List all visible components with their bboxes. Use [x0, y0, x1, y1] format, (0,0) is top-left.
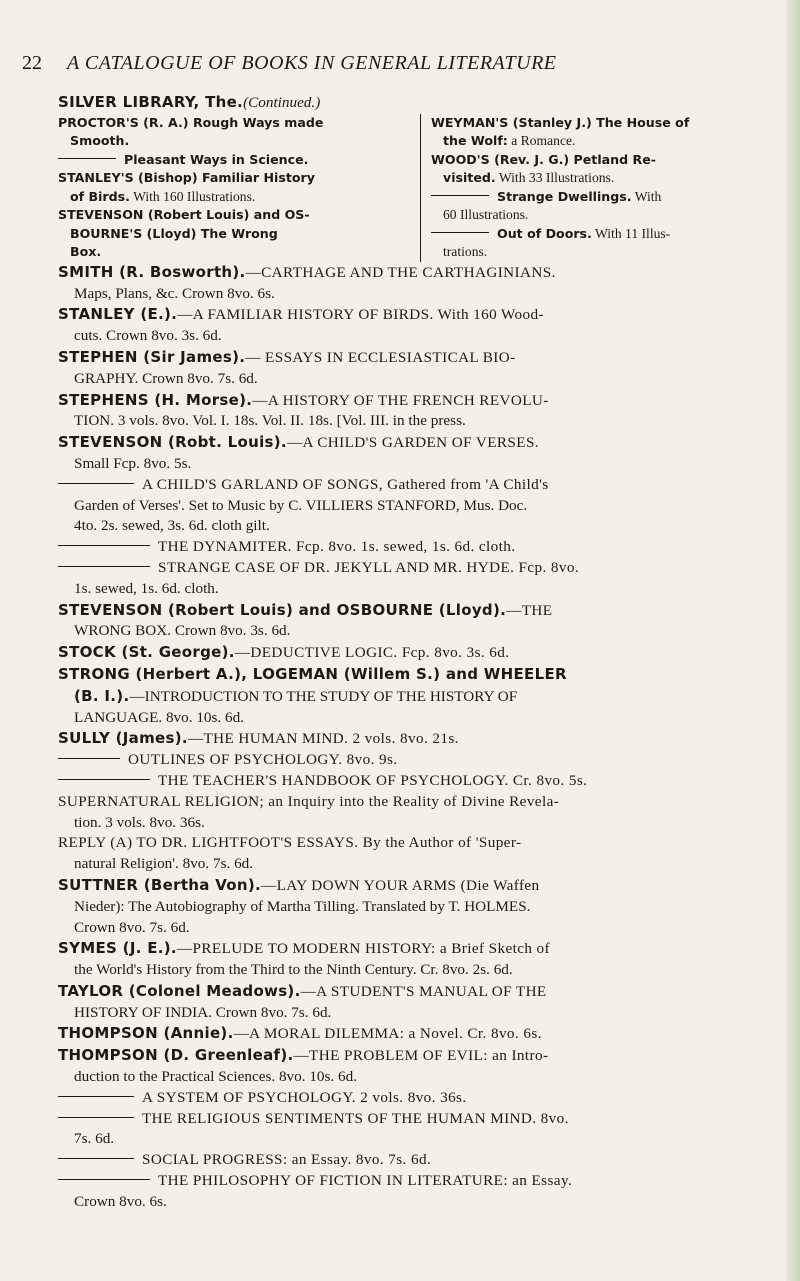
- entry-title: A CHILD'S GARLAND OF SONGS, Gathered from 'A Child's: [142, 475, 549, 493]
- entry-title: —THE PROBLEM OF EVIL: an Intro-: [293, 1047, 549, 1065]
- column-line-text: With 33 Illustrations.: [495, 170, 615, 186]
- entry-detail: duction to the Practical Sciences. 8vo. 10s. 6d.: [74, 1068, 358, 1086]
- column-line-head: BOURNE'S (Lloyd) The Wrong: [70, 225, 278, 241]
- column-line-head: STANLEY'S (Bishop) Familiar History: [58, 170, 315, 186]
- entry-title: SOCIAL PROGRESS: an Essay. 8vo. 7s. 6d.: [142, 1151, 432, 1169]
- entry-detail: WRONG BOX. Crown 8vo. 3s. 6d.: [74, 622, 291, 640]
- column-line: [431, 206, 784, 225]
- column-line-head: of Birds.: [70, 188, 130, 204]
- catalogue-body: [58, 92, 784, 1213]
- section-continued: (Continued.): [243, 94, 321, 111]
- entry-title: A SYSTEM OF PSYCHOLOGY. 2 vols. 8vo. 36s.: [142, 1088, 467, 1106]
- running-head-title: A CATALOGUE OF BOOKS IN GENERAL LITERATURE: [67, 52, 557, 74]
- catalogue-entry: [58, 771, 784, 792]
- author-heading: STEVENSON (Robt. Louis).: [58, 433, 287, 452]
- column-line: [58, 132, 410, 151]
- entry-title: —A FAMILIAR HISTORY OF BIRDS. With 160 Wood-: [177, 306, 544, 324]
- entry-detail: cuts. Crown 8vo. 3s. 6d.: [74, 327, 222, 345]
- entry-detail: TION. 3 vols. 8vo. Vol. I. 18s. Vol. II. 18s. [Vol. III. in the press.: [74, 412, 466, 430]
- entry-title: —A MORAL DILEMMA: a Novel. Cr. 8vo. 6s.: [233, 1025, 542, 1043]
- entry-continuation: [58, 960, 784, 981]
- catalogue-entry: [58, 792, 784, 813]
- catalogue-entry: [58, 664, 784, 686]
- ditto-rule: [58, 1117, 134, 1118]
- catalogue-entry: [58, 938, 784, 960]
- catalogue-entry: [58, 833, 784, 854]
- catalogue-entry: [58, 1088, 784, 1109]
- entry-continuation: [58, 1129, 784, 1150]
- column-line-head: WEYMAN'S (Stanley J.) The House of: [431, 114, 690, 130]
- author-heading: TAYLOR (Colonel Meadows).: [58, 981, 301, 1000]
- left-column: [58, 114, 421, 262]
- column-line-head: visited.: [443, 170, 496, 186]
- catalogue-entry: [58, 347, 784, 369]
- entry-detail: Garden of Verses'. Set to Music by C. VILLIERS STANFORD, Mus. Doc.: [74, 496, 528, 514]
- ditto-rule: [58, 1096, 134, 1097]
- column-line-text: trations.: [443, 244, 488, 260]
- entry-continuation: [58, 411, 784, 432]
- column-line-head: WOOD'S (Rev. J. G.) Petland Re-: [431, 151, 656, 167]
- entry-list: [58, 262, 784, 1213]
- ditto-rule: [431, 232, 489, 233]
- entry-continuation: [58, 496, 784, 538]
- entry-title: REPLY (A) TO DR. LIGHTFOOT'S ESSAYS. By the Author of 'Super-: [58, 834, 522, 852]
- column-line-text: With: [631, 188, 662, 204]
- column-line: [58, 114, 410, 133]
- entry-continuation: [58, 686, 784, 729]
- catalogue-entry: [58, 390, 784, 412]
- column-line-text: a Romance.: [507, 133, 576, 149]
- entry-title: THE PHILOSOPHY OF FICTION IN LITERATURE: an Essay.: [158, 1172, 573, 1190]
- catalogue-entry: [58, 1171, 784, 1192]
- column-line: [431, 188, 784, 207]
- entry-detail: 1s. sewed, 1s. 6d. cloth.: [74, 579, 219, 597]
- two-column-list: [58, 114, 784, 262]
- entry-detail: Crown 8vo. 7s. 6d.: [74, 918, 190, 936]
- entry-detail: Maps, Plans, &c. Crown 8vo. 6s.: [74, 284, 275, 302]
- column-line: [58, 206, 410, 225]
- column-line: [431, 243, 784, 262]
- entry-title: SUPERNATURAL RELIGION; an Inquiry into the Reality of Divine Revela-: [58, 792, 560, 810]
- author-heading: THOMPSON (D. Greenleaf).: [58, 1046, 294, 1065]
- author-heading-cont: (B. I.).: [74, 686, 130, 705]
- column-line-head: Strange Dwellings.: [497, 188, 632, 204]
- author-heading: STEPHEN (Sir James).: [58, 347, 246, 366]
- column-line: [58, 151, 410, 170]
- ditto-rule: [58, 545, 150, 546]
- ditto-rule: [58, 779, 150, 780]
- catalogue-entry: [58, 432, 784, 454]
- author-heading: SUTTNER (Bertha Von).: [58, 875, 262, 894]
- catalogue-entry: [58, 558, 784, 579]
- entry-title: THE RELIGIOUS SENTIMENTS OF THE HUMAN MIND. 8vo.: [142, 1109, 569, 1127]
- entry-title: —THE HUMAN MIND. 2 vols. 8vo. 21s.: [187, 730, 459, 748]
- entry-continuation: [58, 1003, 784, 1024]
- catalogue-entry: [58, 537, 784, 558]
- page-edge: [786, 0, 800, 1281]
- catalogue-entry: [58, 1150, 784, 1171]
- entry-continuation: [58, 897, 784, 939]
- column-line-text: 60 Illustrations.: [443, 207, 529, 223]
- catalogue-entry: [58, 1109, 784, 1130]
- entry-title: —LAY DOWN YOUR ARMS (Die Waffen: [261, 876, 540, 894]
- catalogue-entry: [58, 1045, 784, 1067]
- ditto-rule: [58, 758, 120, 759]
- page-number: 22: [22, 52, 42, 74]
- entry-title: —PRELUDE TO MODERN HISTORY: a Brief Sketch of: [176, 940, 551, 958]
- column-line-head: Smooth.: [70, 133, 130, 149]
- column-line: [431, 225, 784, 244]
- ditto-rule: [58, 566, 150, 567]
- entry-detail: Nieder): The Autobiography of Martha Tilling. Translated by T. HOLMES.: [74, 897, 531, 915]
- author-heading: STANLEY (E.).: [58, 305, 178, 324]
- catalogue-entry: [58, 475, 784, 496]
- column-line-head: Box.: [70, 244, 102, 260]
- column-line: [58, 169, 410, 188]
- ditto-rule: [58, 1179, 150, 1180]
- column-line-head: PROCTOR'S (R. A.) Rough Ways made: [58, 114, 324, 130]
- ditto-rule: [58, 158, 116, 159]
- column-line-head: STEVENSON (Robert Louis) and OS-: [58, 207, 310, 223]
- column-line: [431, 151, 784, 170]
- column-line-head: the Wolf:: [443, 133, 508, 149]
- section-heading: [58, 92, 784, 114]
- entry-title: —DEDUCTIVE LOGIC. Fcp. 8vo. 3s. 6d.: [234, 644, 510, 662]
- author-heading: STEPHENS (H. Morse).: [58, 390, 253, 409]
- entry-title: —CARTHAGE AND THE CARTHAGINIANS.: [245, 263, 556, 281]
- entry-continuation: [58, 579, 784, 600]
- entry-continuation: [58, 326, 784, 347]
- author-heading: SYMES (J. E.).: [58, 939, 177, 958]
- catalogue-entry: [58, 728, 784, 750]
- author-heading: STRONG (Herbert A.), LOGEMAN (Willem S.) and WHEELER: [58, 664, 567, 683]
- column-line: [58, 225, 410, 244]
- entry-title: THE DYNAMITER. Fcp. 8vo. 1s. sewed, 1s. 6d. cloth.: [158, 538, 516, 556]
- catalogue-entry: [58, 875, 784, 897]
- column-line-text: With 11 Illus-: [591, 225, 671, 241]
- entry-title: OUTLINES OF PSYCHOLOGY. 8vo. 9s.: [128, 751, 398, 769]
- author-heading: STOCK (St. George).: [58, 643, 235, 662]
- author-heading: THOMPSON (Annie).: [58, 1024, 234, 1043]
- entry-title: — ESSAYS IN ECCLESIASTICAL BIO-: [245, 348, 516, 366]
- entry-continuation: [58, 621, 784, 642]
- catalogue-entry: [58, 600, 784, 622]
- entry-title: STRANGE CASE OF DR. JEKYLL AND MR. HYDE. Fcp. 8vo.: [158, 558, 580, 576]
- entry-detail: the World's History from the Third to the Ninth Century. Cr. 8vo. 2s. 6d.: [74, 961, 513, 979]
- entry-continuation: [58, 454, 784, 475]
- running-head: [22, 52, 762, 75]
- entry-title: —A HISTORY OF THE FRENCH REVOLU-: [252, 391, 549, 409]
- right-column: [421, 114, 784, 262]
- entry-continuation: [58, 369, 784, 390]
- entry-continuation: [58, 284, 784, 305]
- entry-continuation: [58, 1067, 784, 1088]
- entry-detail: tion. 3 vols. 8vo. 36s.: [74, 813, 205, 831]
- entry-title: —A STUDENT'S MANUAL OF THE: [300, 982, 547, 1000]
- author-heading: SMITH (R. Bosworth).: [58, 262, 246, 281]
- column-line: [58, 188, 410, 207]
- author-heading: SULLY (James).: [58, 729, 188, 748]
- entry-detail: HISTORY OF INDIA. Crown 8vo. 7s. 6d.: [74, 1003, 332, 1021]
- section-name: SILVER LIBRARY, The.: [58, 93, 244, 111]
- ditto-rule: [431, 195, 489, 196]
- catalogue-entry: [58, 262, 784, 284]
- column-line: [431, 132, 784, 151]
- column-line-head: Pleasant Ways in Science.: [124, 151, 309, 167]
- catalogue-entry: [58, 750, 784, 771]
- entry-detail: —INTRODUCTION TO THE STUDY OF THE HISTORY OF: [129, 687, 518, 705]
- entry-continuation: [58, 813, 784, 834]
- catalogue-entry: [58, 642, 784, 664]
- column-line: [431, 114, 784, 133]
- column-line: [431, 169, 784, 188]
- column-line-head: Out of Doors.: [497, 225, 592, 241]
- entry-detail: GRAPHY. Crown 8vo. 7s. 6d.: [74, 369, 258, 387]
- catalogue-entry: [58, 981, 784, 1003]
- entry-continuation: [58, 1192, 784, 1213]
- entry-detail: Crown 8vo. 6s.: [74, 1192, 167, 1210]
- ditto-rule: [58, 1158, 134, 1159]
- catalogue-entry: [58, 1023, 784, 1045]
- entry-detail: Small Fcp. 8vo. 5s.: [74, 454, 192, 472]
- ditto-rule: [58, 483, 134, 484]
- column-line: [58, 243, 410, 262]
- entry-detail: 4to. 2s. sewed, 3s. 6d. cloth gilt.: [74, 517, 270, 535]
- entry-title: THE TEACHER'S HANDBOOK OF PSYCHOLOGY. Cr. 8vo. 5s.: [158, 771, 588, 789]
- author-heading: STEVENSON (Robert Louis) and OSBOURNE (Lloyd).: [58, 600, 507, 619]
- entry-detail: 7s. 6d.: [74, 1130, 115, 1148]
- entry-title: —A CHILD'S GARDEN OF VERSES.: [286, 434, 539, 452]
- column-line-text: With 160 Illustrations.: [129, 188, 256, 204]
- entry-detail: natural Religion'. 8vo. 7s. 6d.: [74, 855, 254, 873]
- entry-detail: LANGUAGE. 8vo. 10s. 6d.: [74, 708, 245, 726]
- catalogue-entry: [58, 304, 784, 326]
- entry-title: —THE: [506, 601, 553, 619]
- entry-continuation: [58, 854, 784, 875]
